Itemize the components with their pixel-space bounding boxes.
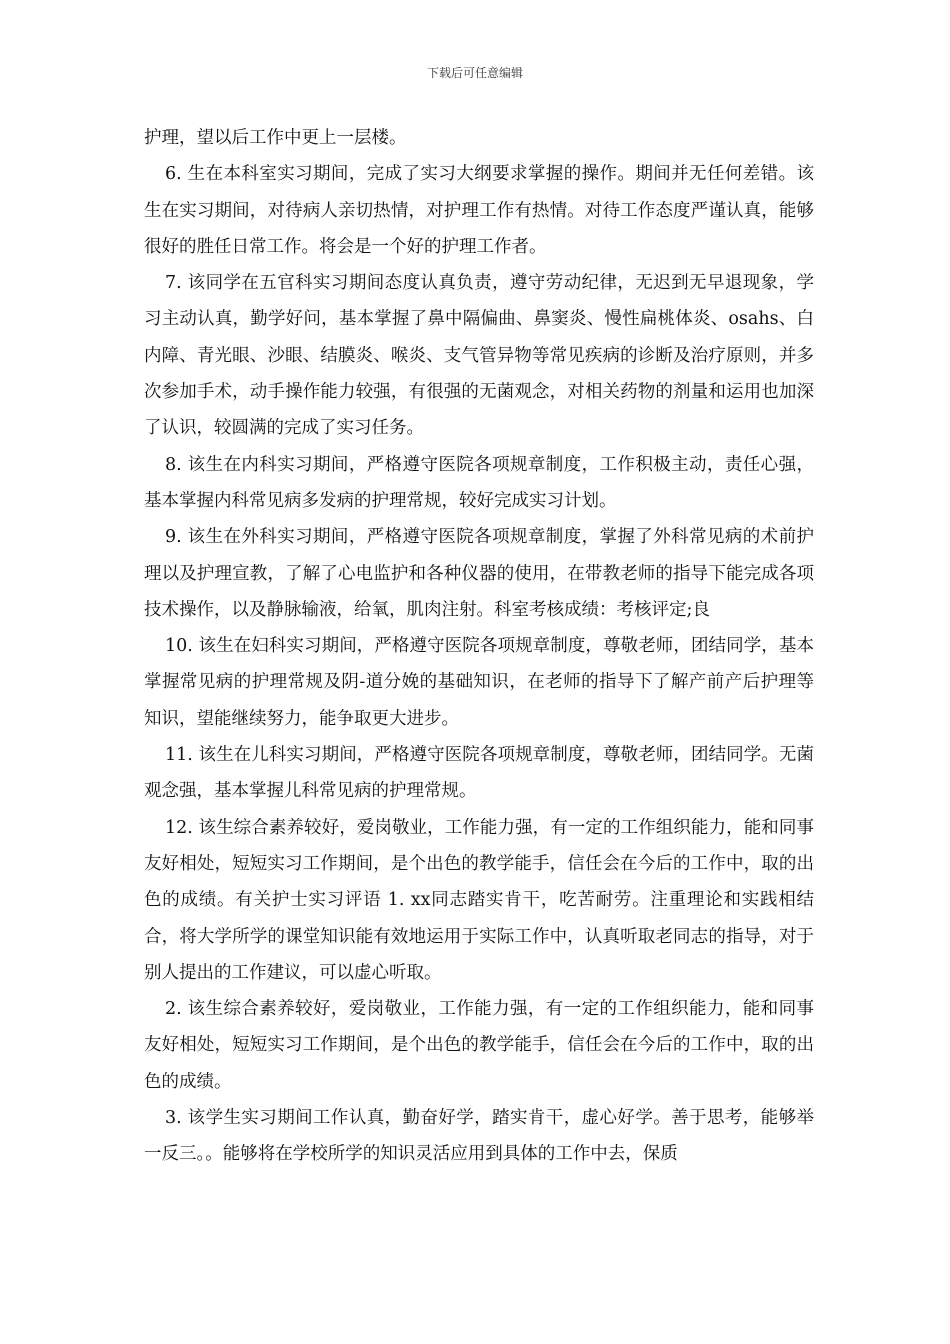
paragraph: 8. 该生在内科实习期间，严格遵守医院各项规章制度，工作积极主动，责任心强，基本掌握内科常见病多发病的护理常规，较好完成实习计划。 <box>144 454 814 511</box>
paragraph: 6. 生在本科室实习期间，完成了实习大纲要求掌握的操作。期间并无任何差错。该生在实习期间，对待病人亲切热情，对护理工作有热情。对待工作态度严谨认真，能够很好的胜任日常工作。将会是一个好的护理工作者。 <box>144 164 814 257</box>
paragraph: 12. 该生综合素养较好，爱岗敬业，工作能力强，有一定的工作组织能力，能和同事友好相处，短短实习工作期间，是个出色的教学能手，信任会在今后的工作中，取的出色的成绩。有关护士实习评语 1. xx同志踏实肯干，吃苦耐劳。注重理论和实践相结合，将大学所学的课堂知识能有效地运用于实际工作中，认真听取老同志的指导，对于别人提出的工作建议，可以虚心听取。 <box>144 817 814 983</box>
paragraph: 9. 该生在外科实习期间，严格遵守医院各项规章制度，掌握了外科常见病的术前护理以及护理宣教，了解了心电监护和各种仪器的使用，在带教老师的指导下能完成各项技术操作，以及静脉输液，给氧，肌肉注射。科室考核成绩：考核评定;良 <box>144 527 814 620</box>
paragraph: 11. 该生在儿科实习期间，严格遵守医院各项规章制度，尊敬老师，团结同学。无菌观念强，基本掌握儿科常见病的护理常规。 <box>144 745 814 802</box>
paragraph: 3. 该学生实习期间工作认真，勤奋好学，踏实肯干，虚心好学。善于思考，能够举一反三。。能够将在学校所学的知识灵活应用到具体的工作中去，保质 <box>144 1108 814 1165</box>
paragraph: 10. 该生在妇科实习期间，严格遵守医院各项规章制度，尊敬老师，团结同学，基本掌握常见病的护理常规及阴-道分娩的基础知识，在老师的指导下了解产前产后护理等知识，望能继续努力，能争取更大进步。 <box>144 636 814 729</box>
page-header: 下载后可任意编辑 <box>426 66 523 80</box>
paragraph: 7. 该同学在五官科实习期间态度认真负责，遵守劳动纪律，无迟到无早退现象，学习主动认真，勤学好问，基本掌握了鼻中隔偏曲、鼻窦炎、慢性扁桃体炎、osahs、白内障、青光眼、沙眼、结膜炎、喉炎、支气管异物等常见疾病的诊断及治疗原则，并多次参加手术，动手操作能力较强，有很强的无菌观念，对相关药物的剂量和运用也加深了认识，较圆满的完成了实习任务。 <box>144 273 814 439</box>
document-body <box>144 120 814 1173</box>
paragraph: 护理，望以后工作中更上一层楼。 <box>144 128 407 148</box>
paragraph: 2. 该生综合素养较好，爱岗敬业，工作能力强，有一定的工作组织能力，能和同事友好相处，短短实习工作期间，是个出色的教学能手，信任会在今后的工作中，取的出色的成绩。 <box>144 999 814 1092</box>
